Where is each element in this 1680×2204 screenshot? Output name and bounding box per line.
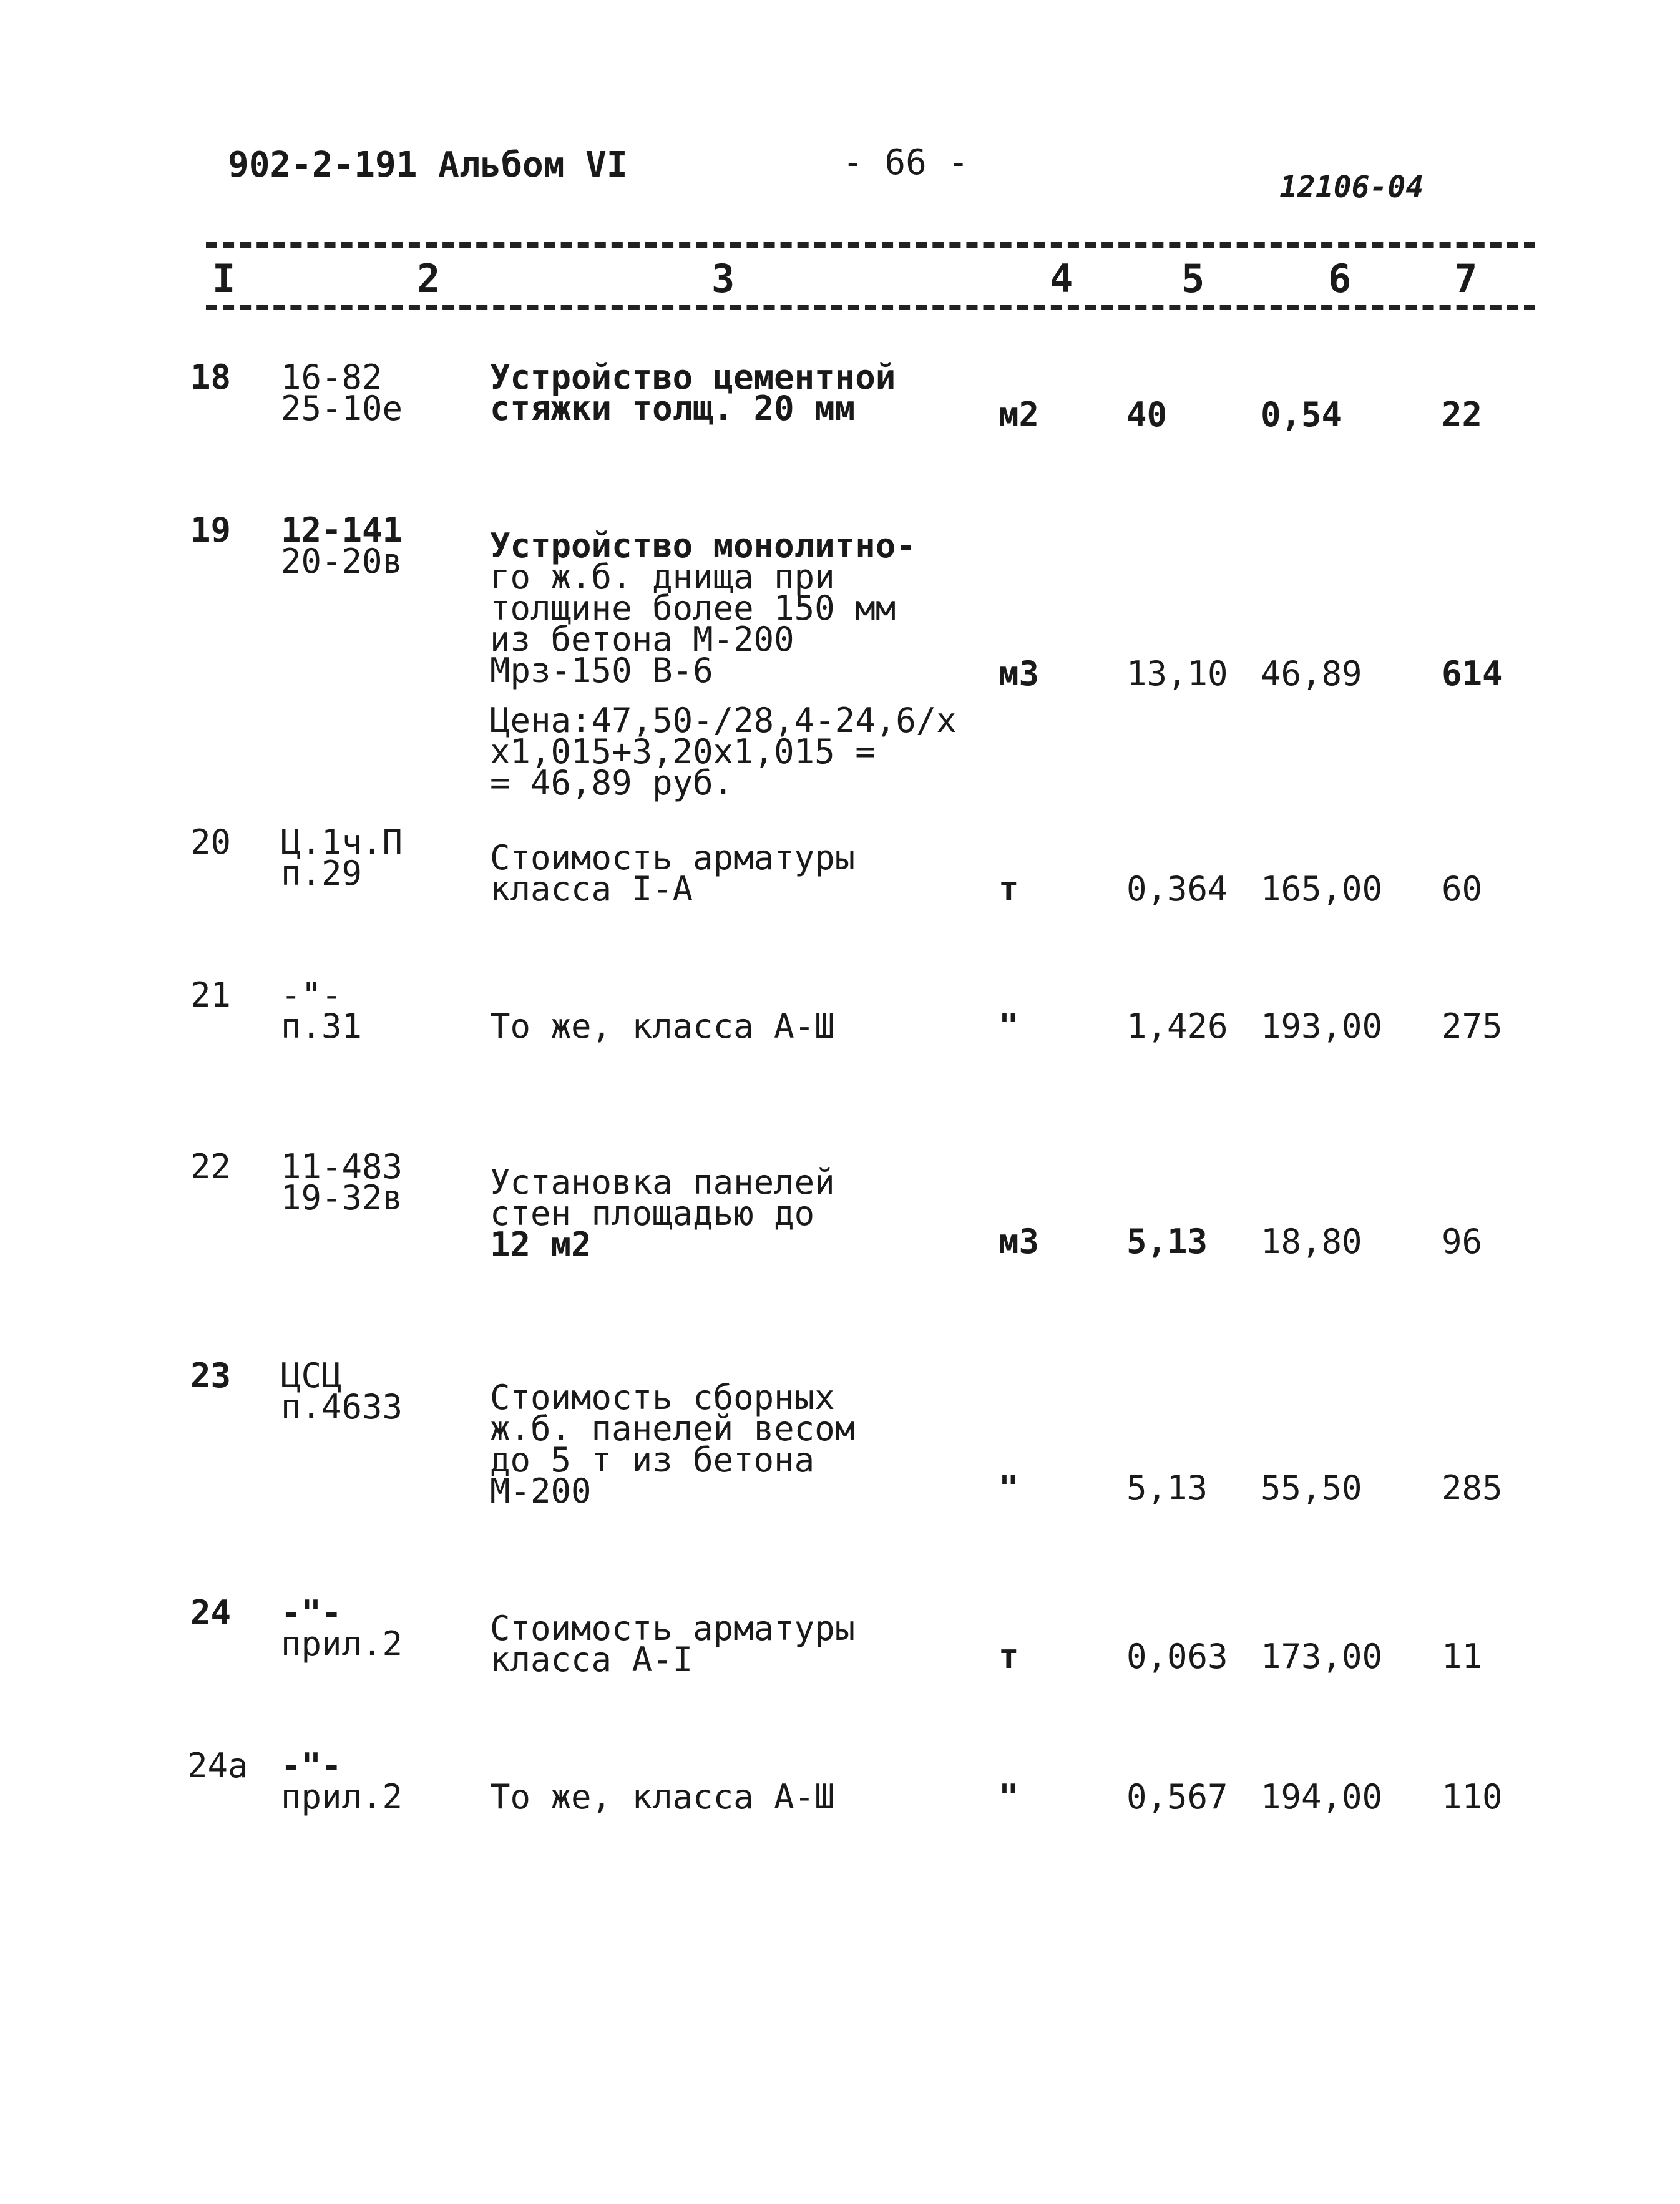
description-line: из бетона М-200 (490, 620, 794, 659)
code-line: 16-82 (281, 358, 383, 397)
column-header: 4 (1050, 256, 1073, 301)
unit: м2 (999, 395, 1040, 434)
description (490, 1163, 835, 1264)
row-number: 22 (190, 1147, 232, 1186)
code-line: 11-483 (281, 1147, 403, 1186)
row-number: 18 (190, 358, 232, 397)
norm-code (281, 822, 403, 893)
quantity: 40 (1126, 395, 1168, 434)
unit-price: 194,00 (1261, 1777, 1383, 1816)
code-line: прил.2 (281, 1777, 403, 1816)
description-line: класса А-I (490, 1640, 693, 1679)
description (490, 838, 856, 909)
quantity: 0,063 (1126, 1637, 1228, 1676)
unit: т (999, 1637, 1019, 1676)
description (490, 1378, 856, 1511)
norm-code (281, 358, 403, 428)
code-line: -"- (281, 975, 342, 1015)
unit-price: 0,54 (1261, 395, 1342, 434)
column-header: 2 (417, 256, 441, 301)
archive-stamp: 12106-04 (1279, 170, 1424, 205)
column-header: 3 (711, 256, 735, 301)
note-line: х1,015+3,20х1,015 = (490, 732, 876, 771)
unit-price: 55,50 (1261, 1468, 1362, 1508)
total-cost: 60 (1442, 869, 1483, 909)
note-line: Цена:47,50-/28,4-24,6/х (490, 701, 957, 740)
unit-price: 165,00 (1261, 869, 1383, 909)
column-header: 6 (1328, 256, 1352, 301)
code-line: п.31 (281, 1007, 363, 1046)
description-line: Устройство цементной (490, 358, 896, 397)
description-line: стен площадью до (490, 1194, 815, 1233)
page-number: - 66 - (842, 142, 969, 183)
code-line: 25-10е (281, 389, 403, 428)
description (490, 1007, 835, 1046)
code-line: п.29 (281, 854, 363, 893)
total-cost: 110 (1442, 1777, 1503, 1816)
quantity: 0,364 (1126, 869, 1228, 909)
description-line: М-200 (490, 1471, 592, 1511)
unit-price: 173,00 (1261, 1637, 1383, 1676)
quantity: 5,13 (1126, 1468, 1208, 1508)
description-line: 12 м2 (490, 1225, 592, 1264)
description-line: Устройство монолитно- (490, 526, 916, 565)
total-cost: 11 (1442, 1637, 1483, 1676)
quantity: 1,426 (1126, 1007, 1228, 1046)
row-number: 19 (190, 510, 232, 550)
norm-code (281, 1593, 403, 1664)
description (490, 1609, 856, 1679)
header-rule-bottom (206, 305, 1535, 310)
total-cost: 285 (1442, 1468, 1503, 1508)
row-number: 23 (190, 1356, 232, 1395)
row-number: 24 (190, 1593, 232, 1632)
quantity: 5,13 (1126, 1222, 1208, 1261)
note-line: = 46,89 руб. (490, 763, 734, 802)
row-number: 24а (187, 1746, 248, 1785)
total-cost: 614 (1442, 654, 1503, 693)
row-number: 20 (190, 822, 232, 862)
description-line: ж.б. панелей весом (490, 1409, 856, 1448)
unit-price: 46,89 (1261, 654, 1362, 693)
unit: " (999, 1777, 1019, 1816)
total-cost: 275 (1442, 1007, 1503, 1046)
description-line: То же, класса А-Ш (490, 1777, 835, 1816)
norm-code (281, 1746, 403, 1816)
description-line: Стоимость арматуры (490, 838, 856, 877)
code-line: ЦСЦ (281, 1356, 342, 1395)
description-line: Мрз-150 В-6 (490, 651, 713, 690)
unit: м3 (999, 1222, 1040, 1261)
code-line: п.4633 (281, 1387, 403, 1426)
unit: т (999, 869, 1019, 909)
norm-code (281, 975, 363, 1046)
unit-price: 193,00 (1261, 1007, 1383, 1046)
description-line: до 5 т из бетона (490, 1440, 815, 1480)
description-line: Стоимость арматуры (490, 1609, 856, 1648)
code-line: Ц.1ч.П (281, 822, 403, 862)
code-line: прил.2 (281, 1624, 403, 1664)
header-rule-top (206, 242, 1535, 248)
column-header: 5 (1181, 256, 1205, 301)
unit: м3 (999, 654, 1040, 693)
total-cost: 96 (1442, 1222, 1483, 1261)
norm-code (281, 1356, 403, 1426)
code-line: -"- (281, 1746, 342, 1785)
description (490, 358, 896, 428)
unit: " (999, 1468, 1019, 1508)
description-line: класса I-А (490, 869, 693, 909)
column-header: 7 (1454, 256, 1478, 301)
description-line: Установка панелей (490, 1163, 835, 1202)
quantity: 0,567 (1126, 1777, 1228, 1816)
description-line: толщине более 150 мм (490, 588, 896, 628)
code-line: -"- (281, 1593, 342, 1632)
description (490, 1777, 835, 1816)
norm-code (281, 510, 403, 581)
description-line: стяжки толщ. 20 мм (490, 389, 856, 428)
total-cost: 22 (1442, 395, 1483, 434)
description-line: То же, класса А-Ш (490, 1007, 835, 1046)
unit: " (999, 1007, 1019, 1046)
code-line: 12-141 (281, 510, 403, 550)
row-number: 21 (190, 975, 232, 1015)
description-line: го ж.б. днища при (490, 557, 835, 597)
code-line: 20-20в (281, 542, 403, 581)
description-line: Стоимость сборных (490, 1378, 835, 1417)
quantity: 13,10 (1126, 654, 1228, 693)
unit-price: 18,80 (1261, 1222, 1362, 1261)
norm-code (281, 1147, 403, 1217)
column-header: I (212, 256, 236, 301)
price-calculation-note (490, 701, 957, 802)
description (490, 526, 916, 690)
document-id: 902-2-191 Альбом VI (228, 145, 628, 185)
code-line: 19-32в (281, 1178, 403, 1217)
